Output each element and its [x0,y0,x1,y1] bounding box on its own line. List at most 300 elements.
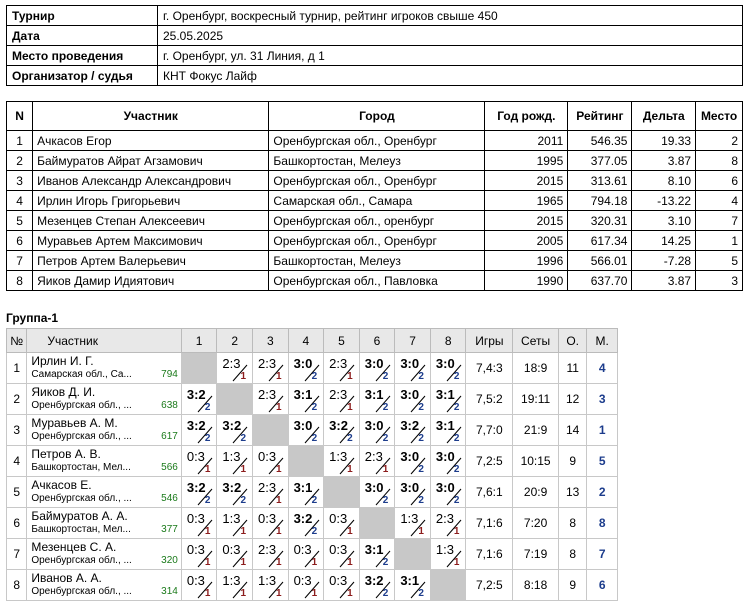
match-score: 0:3 [186,573,205,588]
participant-cell: Иванов Александр Александрович [33,171,269,191]
player-city: Оренбургская обл., ... [31,431,132,442]
match-result-cell [217,446,253,477]
participant-cell: 7 [7,251,33,271]
match-result-cell [324,415,360,446]
match-result-cell [181,539,217,570]
match-score: 0:3 [186,449,205,464]
match-score: 2:3 [329,356,348,371]
match-cell [360,539,395,569]
match-score: 3:0 [364,356,384,371]
row-sets: 20:9 [513,477,559,508]
participant-cell: 637.70 [568,271,632,291]
match-result-cell [181,477,217,508]
player-city: Оренбургская обл., ... [31,400,132,411]
row-number: 3 [7,415,27,446]
match-points: 2 [418,464,424,475]
match-score: 3:2 [186,418,206,433]
player-city: Самарская обл., Са... [31,369,132,380]
match-cell [360,353,395,383]
match-cell [431,415,466,445]
match-cell [253,477,288,507]
match-score: 2:3 [258,387,277,402]
participant-cell: 3.87 [632,271,696,291]
match-points: 2 [347,433,353,444]
info-row [7,66,743,86]
row-games: 7,4:3 [466,353,513,384]
match-result-cell [324,508,360,539]
participant-cell: 2011 [485,131,568,151]
row-number: 6 [7,508,27,539]
player-name: Муравьев А. М. [31,416,118,430]
match-result-cell [395,415,431,446]
match-cell [253,353,288,383]
match-cell [182,539,217,569]
match-points: 1 [240,588,246,599]
participant-cell: 3.10 [632,211,696,231]
match-cell [217,477,252,507]
row-place: 7 [587,539,618,570]
match-result-cell [430,415,466,446]
row-place: 1 [587,415,618,446]
match-result-cell [395,477,431,508]
participant-cell: Ачкасов Егор [33,131,269,151]
col-header-place: М. [587,329,618,353]
participant-row [7,211,743,231]
match-cell [360,477,395,507]
participants-header-cell: Рейтинг [568,102,632,131]
match-score: 3:0 [400,356,420,371]
match-points: 1 [347,371,353,382]
match-points: 2 [204,495,211,506]
match-result-cell [253,477,289,508]
row-games: 7,5:2 [466,384,513,415]
match-result-cell [217,570,253,601]
match-cell [253,446,288,476]
match-result-cell [288,415,324,446]
match-cell [324,539,359,569]
match-points: 2 [453,495,460,506]
match-points: 2 [382,495,389,506]
participants-header-cell: Участник [33,102,269,131]
match-result-cell [395,384,431,415]
match-cell [395,415,430,445]
match-points: 1 [347,402,353,413]
participant-cell: 2015 [485,171,568,191]
participant-cell: 3.87 [632,151,696,171]
diagonal-cell [395,539,431,570]
match-score: 2:3 [258,480,277,495]
crosstable-header-row [7,329,618,353]
match-score: 0:3 [329,511,348,526]
participant-cell: 313.61 [568,171,632,191]
col-header-opponent: 7 [395,329,431,353]
match-score: 3:2 [293,511,313,526]
match-points: 1 [240,557,246,568]
match-result-cell [217,415,253,446]
diagonal-cell [359,508,395,539]
participant-cell: 6 [696,171,743,191]
match-points: 1 [311,588,318,599]
participant-cell: 4 [696,191,743,211]
match-cell [217,570,252,600]
player-city: Оренбургская обл., ... [31,555,132,566]
participant-cell: Мезенцев Степан Алексеевич [33,211,269,231]
participant-cell: 566.01 [568,251,632,271]
match-cell [431,446,466,476]
diagonal-cell [324,477,360,508]
match-result-cell [181,415,217,446]
participants-header-cell: Город [269,102,485,131]
match-score: 1:3 [329,449,348,464]
match-result-cell [430,446,466,477]
match-points: 2 [204,433,211,444]
player-city: Оренбургская обл., ... [31,493,132,504]
col-header-opponent: 5 [324,329,360,353]
participant-cell: 377.05 [568,151,632,171]
participant-cell: Оренбургская обл., Оренбург [269,131,485,151]
match-result-cell [288,570,324,601]
participant-cell: 1965 [485,191,568,211]
match-points: 2 [311,526,318,537]
player-name: Ирлин И. Г. [31,354,94,368]
match-result-cell [430,477,466,508]
player-name: Мезенцев С. А. [31,540,117,554]
player-name: Петров А. В. [31,447,101,461]
participant-cell: 14.25 [632,231,696,251]
row-sets: 19:11 [513,384,559,415]
row-games: 7,1:6 [466,539,513,570]
player-block [27,353,181,383]
match-cell [360,446,395,476]
player-city: Башкортостан, Мел... [31,462,131,473]
match-score: 2:3 [329,387,348,402]
row-sets: 7:20 [513,508,559,539]
match-result-cell [324,570,360,601]
row-points: 13 [558,477,586,508]
match-cell [360,384,395,414]
participant-cell: 1 [7,131,33,151]
participant-row [7,231,743,251]
match-points: 1 [347,588,353,599]
row-player [27,446,182,477]
match-points: 2 [418,402,424,413]
col-header-opponent: 6 [359,329,395,353]
match-cell [431,384,466,414]
col-header-participant: Участник [27,329,182,353]
match-result-cell [181,384,217,415]
row-place: 4 [587,353,618,384]
match-score: 0:3 [258,449,277,464]
participant-cell: 320.31 [568,211,632,231]
participant-row [7,151,743,171]
row-place: 8 [587,508,618,539]
match-result-cell [217,539,253,570]
row-player [27,570,182,601]
match-result-cell [324,539,360,570]
participant-cell: 2015 [485,211,568,231]
participant-cell: Оренбургская обл., Оренбург [269,171,485,191]
col-header-sets: Сеты [513,329,559,353]
participant-cell: Самарская обл., Самара [269,191,485,211]
player-rating: 794 [161,369,178,380]
match-points: 2 [204,402,211,413]
match-score: 2:3 [364,449,383,464]
match-points: 1 [276,526,282,537]
match-result-cell [395,570,431,601]
match-cell [324,353,359,383]
match-points: 2 [311,371,318,382]
participant-cell: 7 [696,211,743,231]
match-cell [289,415,324,445]
row-player [27,508,182,539]
participant-cell: Башкортостан, Мелеуз [269,151,485,171]
row-place: 6 [587,570,618,601]
info-key: Дата [7,26,158,46]
match-points: 2 [240,495,246,506]
player-block [27,446,181,476]
match-cell [431,353,466,383]
info-value: 25.05.2025 [158,26,743,46]
group-crosstable [6,328,618,601]
row-place: 3 [587,384,618,415]
match-points: 2 [453,371,460,382]
match-score: 3:0 [435,480,455,495]
match-score: 3:1 [400,573,420,588]
match-score: 3:0 [400,480,420,495]
match-score: 3:2 [329,418,348,433]
participants-header-row [7,102,743,131]
match-cell [431,539,466,569]
participant-cell: 1996 [485,251,568,271]
player-city: Оренбургская обл., ... [31,586,132,597]
match-result-cell [181,446,217,477]
participant-cell: -13.22 [632,191,696,211]
match-result-cell [359,353,395,384]
match-points: 2 [382,588,389,599]
row-points: 14 [558,415,586,446]
match-points: 2 [418,371,424,382]
crosstable-row [7,415,618,446]
match-points: 2 [418,433,424,444]
match-result-cell [253,508,289,539]
match-cell [395,446,430,476]
match-points: 2 [382,402,389,413]
participant-cell: 5 [696,251,743,271]
participant-cell: 2 [7,151,33,171]
participant-cell: 1990 [485,271,568,291]
match-score: 3:2 [186,480,206,495]
player-name: Ачкасов Е. [31,478,92,492]
match-result-cell [324,384,360,415]
crosstable-row [7,570,618,601]
match-cell [395,508,430,538]
row-place: 5 [587,446,618,477]
match-result-cell [288,539,324,570]
match-points: 1 [347,464,353,475]
match-points: 2 [311,402,318,413]
match-score: 3:1 [364,542,384,557]
info-row [7,26,743,46]
match-result-cell [217,508,253,539]
row-points: 9 [558,446,586,477]
match-result-cell [288,353,324,384]
match-result-cell [288,384,324,415]
match-cell [360,415,395,445]
participant-row [7,271,743,291]
match-result-cell [359,415,395,446]
match-cell [217,446,252,476]
crosstable-row [7,446,618,477]
row-games: 7,6:1 [466,477,513,508]
match-cell [324,415,359,445]
match-score: 0:3 [293,542,312,557]
player-block [27,477,181,507]
match-cell [395,384,430,414]
col-header-opponent: 4 [288,329,324,353]
match-cell [289,384,324,414]
match-result-cell [359,384,395,415]
player-rating: 546 [161,493,178,504]
participant-cell: 8 [696,151,743,171]
match-points: 1 [382,464,389,475]
participant-cell: Яиков Дамир Идиятович [33,271,269,291]
match-result-cell [324,446,360,477]
player-block [27,384,181,414]
match-score: 2:3 [258,356,277,371]
match-score: 3:1 [364,387,384,402]
match-cell [217,353,252,383]
row-place: 2 [587,477,618,508]
match-score: 1:3 [222,511,241,526]
info-value: г. Оренбург, воскресный турнир, рейтинг игроков свыше 450 [158,6,743,26]
row-points: 8 [558,508,586,539]
participants-header-cell: Место [696,102,743,131]
match-cell [324,384,359,414]
match-result-cell [359,539,395,570]
row-sets: 7:19 [513,539,559,570]
match-score: 0:3 [186,542,205,557]
match-points: 2 [453,464,460,475]
participants-header-cell: Дельта [632,102,696,131]
match-cell [289,570,324,600]
match-score: 3:1 [435,418,455,433]
match-result-cell [217,353,253,384]
match-cell [253,508,288,538]
match-score: 0:3 [329,573,348,588]
match-points: 1 [204,588,211,599]
diagonal-cell [430,570,466,601]
player-city: Башкортостан, Мел... [31,524,131,535]
match-cell [289,508,324,538]
match-points: 2 [311,433,318,444]
match-score: 3:0 [400,449,420,464]
match-score: 0:3 [293,573,312,588]
match-points: 1 [276,402,282,413]
match-points: 2 [382,371,389,382]
match-result-cell [181,570,217,601]
match-points: 2 [418,588,424,599]
match-score: 1:3 [435,542,454,557]
match-score: 0:3 [258,511,277,526]
match-points: 1 [276,464,282,475]
info-value: г. Оренбург, ул. 31 Линия, д 1 [158,46,743,66]
match-score: 2:3 [222,356,241,371]
participant-cell: 546.35 [568,131,632,151]
match-result-cell [324,353,360,384]
match-score: 2:3 [258,542,277,557]
col-header-points: О. [558,329,586,353]
participant-cell: 3 [7,171,33,191]
info-key: Турнир [7,6,158,26]
match-cell [289,477,324,507]
crosstable-row [7,539,618,570]
match-cell [395,570,430,600]
participant-row [7,171,743,191]
match-result-cell [288,508,324,539]
col-header-opponent: 8 [430,329,466,353]
match-points: 1 [204,464,211,475]
info-key: Место проведения [7,46,158,66]
match-cell [289,353,324,383]
row-player [27,384,182,415]
participant-cell: 3 [696,271,743,291]
col-header-number: № [7,329,27,353]
match-cell [182,570,217,600]
match-points: 2 [382,433,389,444]
match-result-cell [430,508,466,539]
match-points: 1 [276,557,282,568]
row-player [27,353,182,384]
match-result-cell [359,446,395,477]
match-points: 2 [453,433,460,444]
match-result-cell [253,353,289,384]
participant-cell: -7.28 [632,251,696,271]
col-header-opponent: 2 [217,329,253,353]
row-games: 7,2:5 [466,446,513,477]
match-score: 3:0 [293,356,313,371]
match-result-cell [181,508,217,539]
match-result-cell [359,570,395,601]
match-result-cell [395,508,431,539]
match-score: 3:2 [222,480,242,495]
diagonal-cell [288,446,324,477]
participant-cell: 1 [696,231,743,251]
match-cell [182,446,217,476]
match-result-cell [253,570,289,601]
participant-cell: 5 [7,211,33,231]
match-cell [182,415,217,445]
row-sets: 18:9 [513,353,559,384]
match-cell [217,508,252,538]
match-score: 1:3 [258,573,277,588]
match-points: 1 [276,495,282,506]
participant-cell: Оренбургская обл., Оренбург [269,231,485,251]
row-sets: 8:18 [513,570,559,601]
row-points: 11 [558,353,586,384]
match-score: 3:0 [435,449,455,464]
participant-cell: Петров Артем Валерьевич [33,251,269,271]
match-score: 3:1 [293,387,313,402]
player-name: Иванов А. А. [31,571,102,585]
match-score: 3:0 [364,418,384,433]
player-name: Баймуратов А. А. [31,509,128,523]
participants-header-cell: Год рожд. [485,102,568,131]
player-rating: 377 [161,524,178,535]
match-cell [395,477,430,507]
participant-cell: Оренбургская обл., оренбург [269,211,485,231]
col-header-opponent: 1 [181,329,217,353]
match-points: 1 [240,526,246,537]
